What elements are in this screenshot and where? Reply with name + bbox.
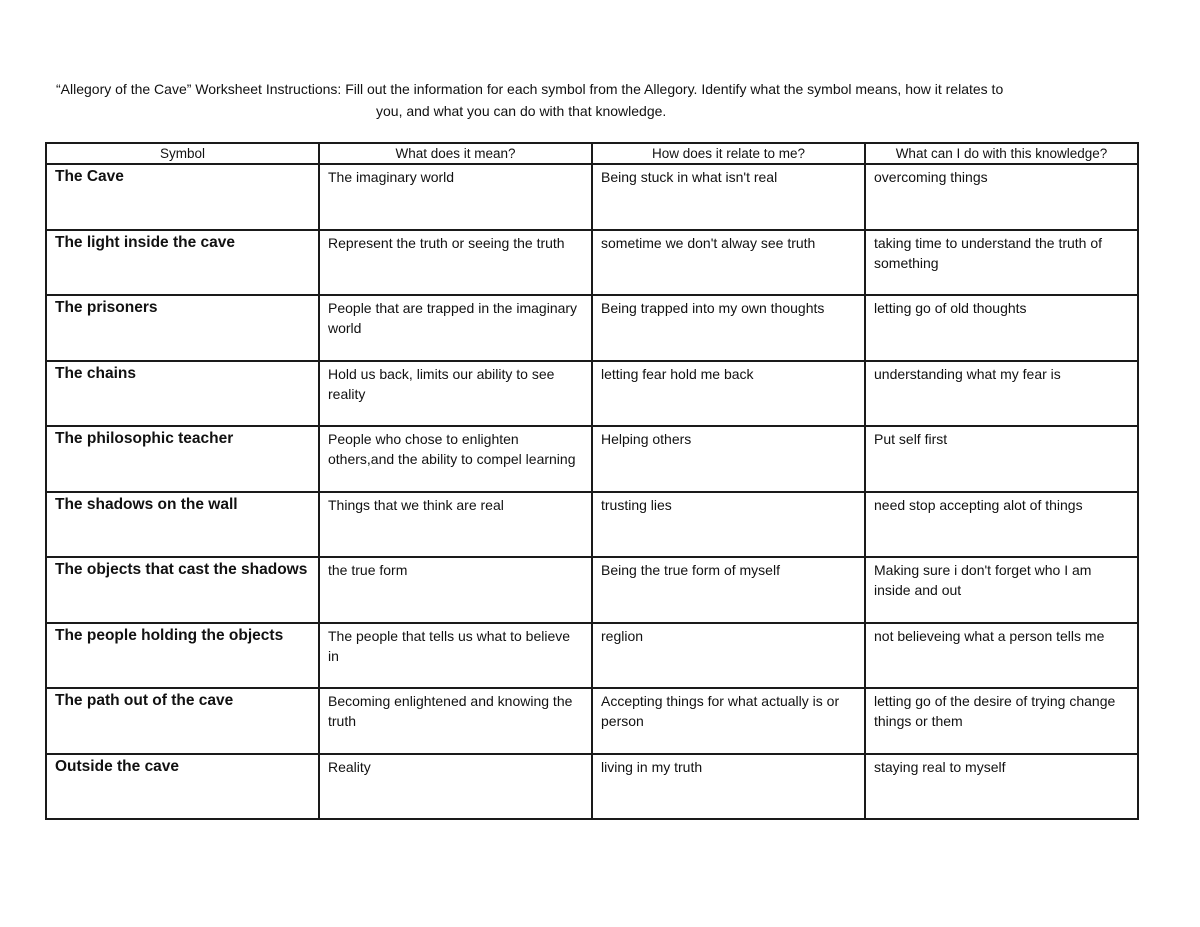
table-row [46, 623, 1138, 689]
table-row [46, 426, 1138, 492]
table-row [46, 361, 1138, 427]
meaning-cell: Represent the truth or seeing the truth [319, 230, 592, 296]
symbol-cell: Outside the cave [46, 754, 319, 820]
relation-cell: sometime we don't alway see truth [592, 230, 865, 296]
action-cell: not believeing what a person tells me [865, 623, 1138, 689]
meaning-cell: Becoming enlightened and knowing the truth [319, 688, 592, 754]
table-row [46, 164, 1138, 230]
meaning-cell: the true form [319, 557, 592, 623]
action-cell: taking time to understand the truth of something [865, 230, 1138, 296]
action-cell: need stop accepting alot of things [865, 492, 1138, 558]
relation-cell: Being stuck in what isn't real [592, 164, 865, 230]
instructions-line-2: you, and what you can do with that knowledge. [376, 103, 667, 119]
header-relation: How does it relate to me? [592, 143, 865, 164]
instructions-line-1: “Allegory of the Cave” Worksheet Instructions: Fill out the information for each symbol from the Allegory. Identify what the symbol means, how it relates to [56, 81, 1004, 97]
symbol-cell: The philosophic teacher [46, 426, 319, 492]
relation-cell: reglion [592, 623, 865, 689]
table-row [46, 688, 1138, 754]
relation-cell: Helping others [592, 426, 865, 492]
action-cell: letting go of old thoughts [865, 295, 1138, 361]
relation-cell: letting fear hold me back [592, 361, 865, 427]
symbol-cell: The Cave [46, 164, 319, 230]
header-symbol: Symbol [46, 143, 319, 164]
symbol-cell: The light inside the cave [46, 230, 319, 296]
relation-cell: Being the true form of myself [592, 557, 865, 623]
action-cell: Put self first [865, 426, 1138, 492]
table-header-row [46, 143, 1138, 164]
meaning-cell: People who chose to enlighten others,and the ability to compel learning [319, 426, 592, 492]
meaning-cell: The imaginary world [319, 164, 592, 230]
worksheet-instructions [56, 78, 1136, 122]
table-row [46, 754, 1138, 820]
table-row [46, 492, 1138, 558]
action-cell: letting go of the desire of trying change things or them [865, 688, 1138, 754]
symbol-cell: The chains [46, 361, 319, 427]
meaning-cell: People that are trapped in the imaginary world [319, 295, 592, 361]
action-cell: overcoming things [865, 164, 1138, 230]
meaning-cell: The people that tells us what to believe in [319, 623, 592, 689]
relation-cell: trusting lies [592, 492, 865, 558]
action-cell: understanding what my fear is [865, 361, 1138, 427]
relation-cell: living in my truth [592, 754, 865, 820]
relation-cell: Accepting things for what actually is or person [592, 688, 865, 754]
symbol-cell: The path out of the cave [46, 688, 319, 754]
table-row [46, 230, 1138, 296]
symbol-cell: The people holding the objects [46, 623, 319, 689]
meaning-cell: Reality [319, 754, 592, 820]
header-action: What can I do with this knowledge? [865, 143, 1138, 164]
meaning-cell: Hold us back, limits our ability to see reality [319, 361, 592, 427]
header-meaning: What does it mean? [319, 143, 592, 164]
action-cell: Making sure i don't forget who I am inside and out [865, 557, 1138, 623]
table-row [46, 557, 1138, 623]
symbol-cell: The shadows on the wall [46, 492, 319, 558]
meaning-cell: Things that we think are real [319, 492, 592, 558]
symbol-cell: The objects that cast the shadows [46, 557, 319, 623]
allegory-worksheet-table [45, 142, 1139, 820]
relation-cell: Being trapped into my own thoughts [592, 295, 865, 361]
symbol-cell: The prisoners [46, 295, 319, 361]
action-cell: staying real to myself [865, 754, 1138, 820]
table-row [46, 295, 1138, 361]
